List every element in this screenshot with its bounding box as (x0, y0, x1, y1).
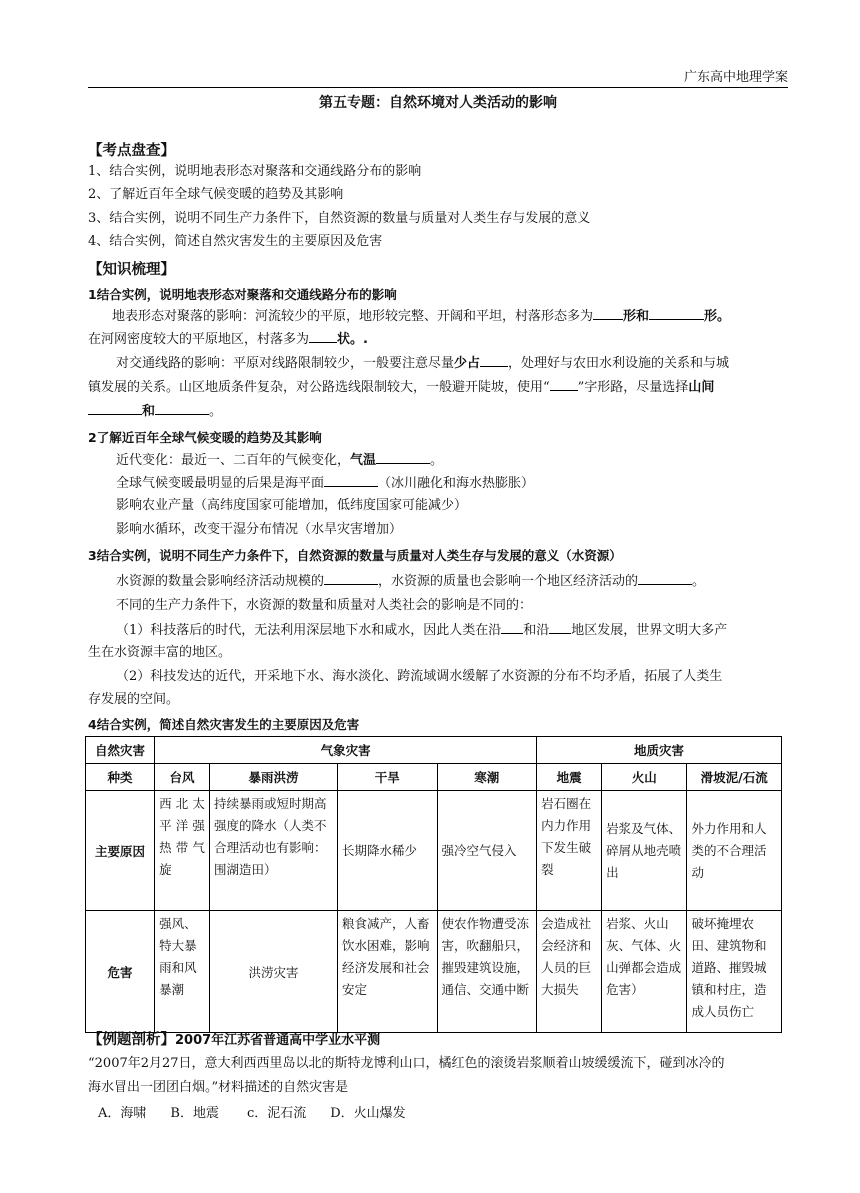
table-cell: 岩浆及气体、碎屑从地壳喷出 (602, 791, 687, 911)
table-cell: 洪涝灾害 (209, 911, 337, 1033)
paragraph-line: （2）科技发达的近代，开采地下水、海水淡化、跨流域调水缓解了水资源的分布不均矛盾，拓展了人类生 (116, 669, 723, 684)
column-header: 火山 (602, 764, 687, 791)
section-heading-kaodian: 【考点盘查】 (88, 143, 175, 159)
paragraph-line: （1）科技落后的时代，无法利用深层地下水和咸水，因此人类在沿 和沿 地区发展，世界文明大多产 (116, 619, 727, 642)
group-header-geology: 地质灾害 (537, 737, 782, 764)
table-cell: 岩石圈在内力作用下发生破裂 (537, 791, 602, 911)
blank (593, 305, 623, 320)
column-header: 地震 (537, 764, 602, 791)
row-header: 危害 (86, 911, 155, 1033)
list-item: 3、结合实例，说明不同生产力条件下，自然资源的数量与质量对人类生存与发展的意义 (88, 211, 591, 226)
table-cell: 会造成社会经济和人员的巨大损失 (537, 911, 602, 1033)
paragraph-line: 不同的生产力条件下，水资源的数量和质量对人类社会的影响是不同的： (116, 598, 533, 613)
table-cell: 强风、特大暴雨和风暴潮 (155, 911, 210, 1033)
blank (649, 305, 704, 320)
table-row (86, 911, 782, 1033)
table-cell: 粮食减产，人畜饮水困难，影响经济发展和社会安定 (337, 911, 437, 1033)
row-header: 主要原因 (86, 791, 155, 911)
blank (309, 328, 337, 343)
paragraph-line: 全球气候变暖最明显的后果是海平面 （冰川融化和海水热膨胀） (116, 472, 534, 495)
header-label: 广东高中地理学案 (683, 70, 788, 85)
table-cell: 长期降水稀少 (337, 791, 437, 911)
topic-3-title: 3结合实例，说明不同生产力条件下，自然资源的数量与质量对人类生存与发展的意义（水资源） (88, 548, 622, 563)
column-header: 寒潮 (437, 764, 537, 791)
paragraph-line: 影响水循环，改变干湿分布情况（水旱灾害增加） (116, 522, 403, 537)
corner-header: 种类 (86, 764, 155, 791)
paragraph-line: 对交通线路的影响：平原对线路限制较少，一般要注意尽量少占 ，处理好与农田水利设施的关系和与城 (116, 352, 729, 375)
blank (88, 400, 142, 415)
paragraph-line: 近代变化：最近一、二百年的气候变化，气温 。 (116, 449, 443, 472)
column-header: 暴雨洪涝 (209, 764, 337, 791)
blank (550, 376, 578, 391)
blank (324, 570, 378, 585)
option-a: A．海啸 (98, 1106, 147, 1121)
blank (155, 400, 209, 415)
blank (549, 619, 571, 634)
paragraph-line: 地表形态对聚落的影响：河流较少的平原，地形较完整、开阔和平坦，村落形态多为 形和 形。 (112, 305, 730, 328)
paragraph-line: 存发展的空间。 (88, 692, 180, 707)
table-cell: 破坏掩埋农田、建筑物和道路、摧毁城镇和村庄，造成人员伤亡 (687, 911, 782, 1033)
table-cell: 西北太平洋强热带气旋 (155, 791, 210, 911)
blank (480, 352, 508, 367)
topic-4-title: 4结合实例，简述自然灾害发生的主要原因及危害 (88, 717, 360, 732)
group-header-weather: 气象灾害 (155, 737, 537, 764)
paragraph-line: 和 。 (88, 400, 222, 423)
topic-2-title: 2了解近百年全球气候变暖的趋势及其影响 (88, 430, 322, 445)
table-cell: 外力作用和人类的不合理活动 (687, 791, 782, 911)
paragraph-line: 镇发展的关系。山区地质条件复杂，对公路选线限制较大，一般避开陡坡，使用“ ”字形路，尽量选择山间 (88, 376, 714, 399)
blank (638, 570, 692, 585)
blank (324, 472, 378, 487)
table-header-row (86, 764, 782, 791)
column-header: 干旱 (337, 764, 437, 791)
table-cell: 强冷空气侵入 (437, 791, 537, 911)
table-cell: 使农作物遭受冻害，吹翻船只，摧毁建筑设施，通信、交通中断 (437, 911, 537, 1033)
section-heading-zhishi: 【知识梳理】 (88, 262, 175, 278)
topic-1-title: 1结合实例，说明地表形态对聚落和交通线路分布的影响 (88, 287, 397, 302)
option-c: c．泥石流 (246, 1106, 307, 1121)
question-text: “2007年2月27日，意大利西西里岛以北的斯特龙博利山口，橘红色的滚烫岩浆顺着山坡缓缓流下，碰到冰冷的 (88, 1056, 725, 1071)
paragraph-line: 生在水资源丰富的地区。 (88, 645, 232, 660)
blank (376, 449, 430, 464)
paragraph-line: 影响农业产量（高纬度国家可能增加，低纬度国家可能减少） (116, 498, 468, 513)
option-d: D．火山爆发 (330, 1106, 406, 1121)
column-header: 滑坡泥/石流 (687, 764, 782, 791)
question-text: 海水冒出一团团白烟。”材料描述的自然灾害是 (88, 1080, 349, 1095)
table-row (86, 791, 782, 911)
blank (501, 619, 523, 634)
header-rule (88, 87, 788, 88)
answer-options (98, 1103, 406, 1125)
example-source: 2007年江苏省普通高中学业水平测 (175, 1033, 381, 1048)
list-item: 2、了解近百年全球气候变暖的趋势及其影响 (88, 187, 344, 202)
table-header-row (86, 737, 782, 764)
paragraph-line: 水资源的数量会影响经济活动规模的 ，水资源的质量也会影响一个地区经济活动的 。 (116, 570, 705, 593)
list-item: 4、结合实例，简述自然灾害发生的主要原因及危害 (88, 234, 383, 249)
paragraph-line: 在河网密度较大的平原地区，村落多为 状。. (88, 328, 368, 351)
table-cell: 持续暴雨或短时期高强度的降水（人类不合理活动也有影响：围湖造田） (209, 791, 337, 911)
table-cell: 岩浆、火山灰、气体、火山弹都会造成危害） (602, 911, 687, 1033)
option-b: B．地震 (170, 1106, 219, 1121)
example-heading-line (88, 1029, 380, 1052)
corner-header: 自然灾害 (86, 737, 155, 764)
disaster-table (85, 736, 782, 1033)
section-heading-example: 【例题剖析】 (88, 1032, 175, 1048)
column-header: 台风 (155, 764, 210, 791)
list-item: 1、结合实例，说明地表形态对聚落和交通线路分布的影响 (88, 164, 422, 179)
page-title: 第五专题：自然环境对人类活动的影响 (319, 95, 557, 111)
